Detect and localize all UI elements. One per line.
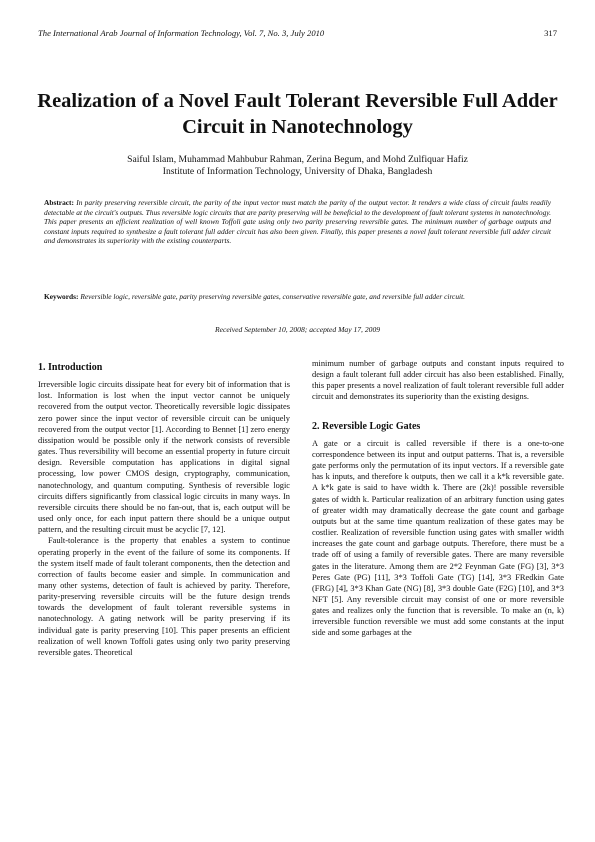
affiliation: Institute of Information Technology, University of Dhaka, Bangladesh xyxy=(162,166,433,177)
section-heading-reversible-gates: 2. Reversible Logic Gates xyxy=(312,420,421,432)
abstract-label: Abstract: xyxy=(44,198,74,207)
abstract-text: In parity preserving reversible circuit, the parity of the input vector must match the parity of the output vector. It renders a wide class of circuit faults readily detectable at the circuit's outputs. Thus reversible logic circuits that are parity preserving will be beneficial to the development of fault tolerant systems in nanotechnology. This paper presents an efficient realization of well known Toffoli gate using only two parity preserving reversible gates. The minimum number of garbage outputs and constant inputs required to synthesize a fault tolerant full adder circuit has also been given. Finally, this paper presents a novel fault tolerant reversible full adder circuit and demonstrates its superiority with the existing counterparts. xyxy=(44,198,551,246)
keywords-label: Keywords: xyxy=(44,292,79,301)
keywords-text: Reversible logic, reversible gate, parity preserving reversible gates, conservative reversible gate, and reversible full adder circuit. xyxy=(80,292,465,301)
paper-title: Realization of a Novel Fault Tolerant Reversible Full Adder Circuit in Nanotechnology xyxy=(37,90,558,138)
running-header xyxy=(38,28,557,38)
intro-paragraph-2: Fault-tolerance is the property that enables a system to continue operating properly in the event of the failure of some its components. If the system itself made of fault tolerant components, then the detection and correction of faults become easier and simple. In communication and many other systems, detection of fault is achieved by parity. Therefore, parity-preserving reversible circuits will be the future design trends towards the development of fault tolerant reversible systems in nanotechnology. A gating network will be parity preserving if its individual gate is parity preserving [10]. This paper presents an efficient realization of well known Toffoli gates using only two parity preserving reversible gates. Theoretical xyxy=(38,536,290,657)
left-column xyxy=(38,362,290,658)
author-names: Saiful Islam, Muhammad Mahbubur Rahman, Zerina Begum, and Mohd Zulfiquar Hafiz xyxy=(127,154,468,165)
keywords xyxy=(44,292,551,302)
gates-paragraph-1: A gate or a circuit is called reversible if there is a one-to-one correspondence between its input and output patterns. That is, a reversible gate performs only the permutation of its input vectors. If a reversible gate has k inputs, and therefore k outputs, then we call it a k*k reversible gate. A k*k gate is said to have width k. There are (2k)! possible reversible gates of width k. Particular realization of an arbitrary function using gates of greater width may dramatically decrease the gate count and garbage outputs but at the same time quantum realization of these gates may be costlier. Realization of reversible function using gates with smaller width increases the gate count and garbage outputs. Therefore, there must be a trade off of using a family of reversible gates. There are many reversible gates in the literature. Among them are 2*2 Feynman Gate (FG) [3], 3*3 Peres Gate (PG) [11], 3*3 Toffoli Gate (TG) [14], 3*3 FRedkin Gate (FRG) [4], 3*3 Khan Gate (NG) [8], 3*3 double Gate (F2G) [10], and 3*3 NFT [5]. Any reversible circuit may consist of one or more reversible gates and realizes only the function that is reversible. To make an (n, k) irreversible function reversible we must add some constants at the input side and some garbages at the xyxy=(312,438,564,638)
page-number: 317 xyxy=(544,28,557,38)
author-block xyxy=(30,154,565,178)
abstract xyxy=(44,198,551,246)
received-date: Received September 10, 2008; accepted May 17, 2009 xyxy=(214,325,381,334)
journal-citation: The International Arab Journal of Information Technology, Vol. 7, No. 3, July 2010 xyxy=(38,28,325,38)
intro-continuation: minimum number of garbage outputs and constant inputs required to design a fault tolerant full adder circuit has also been established. Finally, this paper presents a novel realization of fault tolerant reversible full adder circuit and demonstrates its superiority than the existing designs. xyxy=(312,359,564,402)
right-column xyxy=(312,358,564,639)
section-heading-introduction: 1. Introduction xyxy=(38,362,103,373)
intro-paragraph-1: Irreversible logic circuits dissipate heat for every bit of information that is lost. Information is lost when the input vector cannot be uniquely recovered from the output vector. Theoretically reversible logic dissipates zero power since the input vector of reversible circuit can be uniquely recovered from the output vector [1]. According to Bennet [1] zero energy dissipation would be possible only if the network consists of reversible gates. Thus reversibility will become an essential property in future circuit design. Reversible computation has applications in digital signal processing, low power CMOS design, cryptography, communication, nanotechnology, and quantum computing. Synthesis of reversible logic circuits differs significantly from classical logic circuits in many ways. In reversible circuits there should be no fan-out, that is, each output will be used only once, for each input pattern there should be a unique output pattern, and the resulting circuit must be acyclic [7, 12]. xyxy=(38,380,290,535)
